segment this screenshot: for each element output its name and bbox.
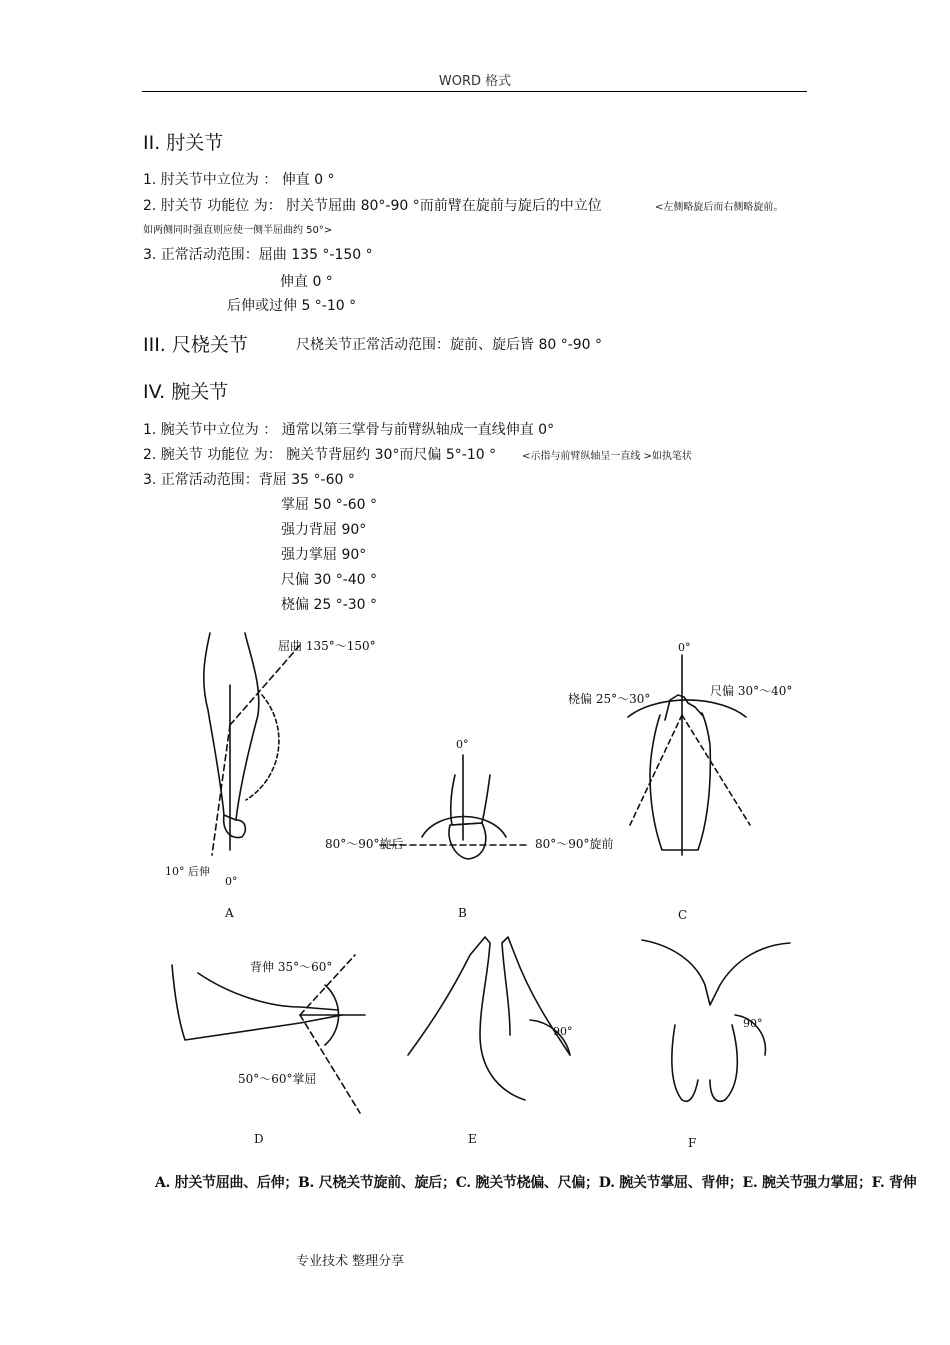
radioulnar-heading: III. 尺桡关节 <box>143 334 248 356</box>
fig-d-palmar-label: 50°～60°掌屈 <box>238 1072 317 1086</box>
elbow-line-2-note: <左侧略旋后而右侧略旋前。 <box>655 202 784 213</box>
figure-e-palmar <box>408 937 570 1100</box>
fig-c-ulnar-label: 尺偏 30°～40° <box>710 684 793 698</box>
wrist-line-2-note: <示指与前臂纵轴呈一直线 >如执笔状 <box>522 451 692 462</box>
elbow-heading: II. 肘关节 <box>143 132 224 154</box>
fig-b-letter: B <box>458 906 467 920</box>
elbow-line-3: 3. 正常活动范围：屈曲 135 °-150 ° <box>143 247 373 263</box>
figure-f-dorsi <box>642 940 790 1101</box>
figure-a-elbow <box>204 633 300 855</box>
fig-b-zero-label: 0° <box>456 738 469 751</box>
wrist-heading: IV. 腕关节 <box>143 381 229 403</box>
wrist-range-forced-palmar: 强力掌屈 90° <box>281 547 367 563</box>
fig-d-letter: D <box>254 1132 264 1146</box>
page-header: WORD 格式 <box>438 74 512 89</box>
elbow-line-4: 伸直 0 ° <box>280 274 333 290</box>
fig-f-letter: F <box>688 1136 697 1150</box>
fig-f-angle-label: 90° <box>743 1017 763 1030</box>
elbow-line-1: 1. 肘关节中立位为 ： 伸直 0 ° <box>143 172 335 188</box>
fig-e-letter: E <box>468 1132 477 1146</box>
wrist-range-radial: 桡偏 25 °-30 ° <box>281 597 378 613</box>
wrist-range-ulnar: 尺偏 30 °-40 ° <box>281 572 378 588</box>
fig-a-ext-label: 10° 后伸 <box>165 865 210 878</box>
fig-b-sup-label: 80°～90°旋后 <box>325 837 404 851</box>
fig-c-radial-label: 桡偏 25°～30° <box>568 692 651 706</box>
figure-d-flexion <box>172 955 365 1113</box>
fig-b-pro-label: 80°～90°旋前 <box>535 837 614 851</box>
wrist-line-1: 1. 腕关节中立位为 ： 通常以第三掌骨与前臂纵轴成一直线伸直 0° <box>143 422 555 438</box>
wrist-range-palmar: 掌屈 50 °-60 ° <box>281 497 378 513</box>
wrist-line-3: 3. 正常活动范围：背屈 35 °-60 ° <box>143 472 355 488</box>
fig-a-zero-label: 0° <box>225 875 238 888</box>
figure-caption: A. 肘关节屈曲、后伸；B. 尺桡关节旋前、旋后；C. 腕关节桡偏、尺偏；D. 腕关节掌屈、背伸；E. 腕关节强力掌屈；F. 背伸 <box>155 1175 917 1191</box>
elbow-line-2-cont: 如两侧同时强直则应使一侧半屈曲约 50°> <box>143 225 333 236</box>
page-footer: 专业技术 整理分享 <box>296 1254 405 1269</box>
fig-d-dorsi-label: 背伸 35°～60° <box>250 960 333 974</box>
radioulnar-text: 尺桡关节正常活动范围：旋前、旋后皆 80 °-90 ° <box>296 337 603 353</box>
elbow-line-5: 后伸或过伸 5 °-10 ° <box>227 298 357 314</box>
header-rule <box>142 91 807 92</box>
fig-e-angle-label: 90° <box>553 1025 573 1038</box>
fig-a-flex-label: 屈曲 135°～150° <box>278 639 376 653</box>
fig-a-letter: A <box>225 906 234 920</box>
wrist-line-2: 2. 腕关节 功能位 为： 腕关节背屈约 30°而尺偏 5°-10 ° <box>143 447 497 463</box>
elbow-line-2: 2. 肘关节 功能位 为： 肘关节屈曲 80°-90 °而前臂在旋前与旋后的中立位 <box>143 198 602 214</box>
joint-range-illustration <box>150 625 810 1155</box>
fig-c-zero-label: 0° <box>678 641 691 654</box>
fig-c-letter: C <box>678 908 688 922</box>
wrist-range-forced-dorsi: 强力背屈 90° <box>281 522 367 538</box>
